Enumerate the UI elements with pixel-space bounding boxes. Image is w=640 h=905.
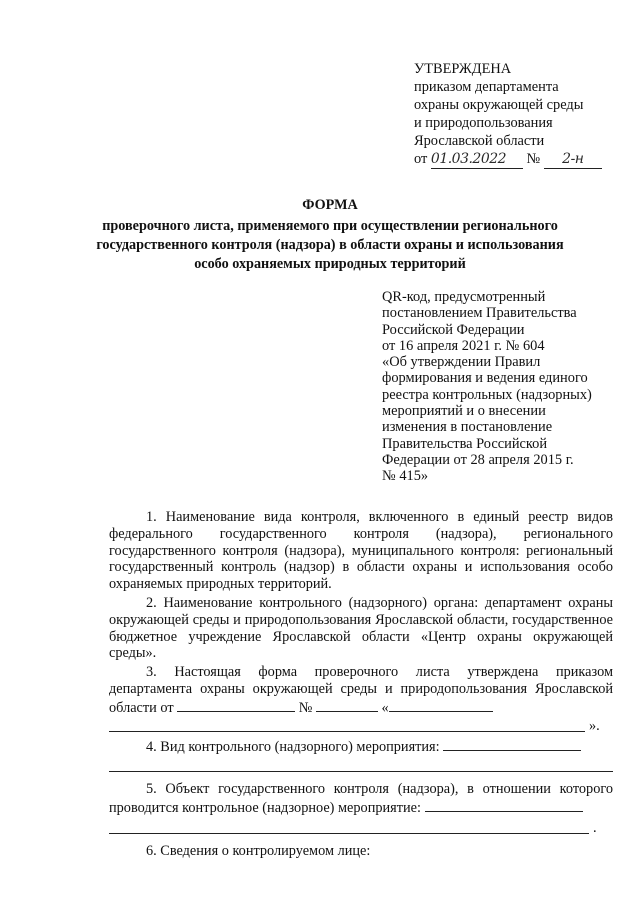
qr-note-line: формирования и ведения единого [382,370,588,387]
order-title-field-continued[interactable] [109,718,585,732]
approval-line: охраны окружающей среды [414,97,584,113]
form-heading: ФОРМА [302,197,358,213]
form-title-line: особо охраняемых природных территорий [194,256,466,272]
order-title-continuation [109,717,613,737]
approval-date: 01.03.2022 [431,150,523,169]
event-type-field[interactable] [443,737,581,751]
control-object-field-continued[interactable] [109,820,589,834]
approval-number: 2-н [544,150,602,169]
qr-note-line: реестра контрольных (надзорных) [382,386,592,403]
qr-note-line: Российской Федерации [382,321,525,338]
approval-date-line [414,150,629,169]
form-title-line: проверочного листа, применяемого при осуществлении регионального [102,218,558,234]
approval-line: и природопользования [414,115,553,131]
control-object-field[interactable] [425,798,583,812]
form-title-line: государственного контроля (надзора) в области охраны и использования [96,237,564,253]
form-items [109,509,613,862]
event-type-field-continued[interactable] [109,758,613,772]
approval-order-text: 3. Настоящая форма проверочного листа утверждена приказом департамента охраны окружающей среды и природопользования Ярославской области от [109,664,613,716]
form-title [60,196,600,274]
approval-line: Ярославской области [414,133,545,149]
qr-note-line: от 16 апреля 2021 г. № 604 [382,337,545,354]
item-event-type [109,737,613,756]
qr-note-line: QR-код, предусмотренный [382,289,546,305]
number-sign: № [526,151,541,167]
qr-note-line: № 415» [382,468,429,485]
item-control-body: 2. Наименование контрольного (надзорного) органа: департамент охраны окружающей среды и природопользования Ярославской области, государственное бюджетное учреждение Ярославской области «Центр охраны окружающей среды». [109,594,613,662]
order-date-field[interactable] [177,698,295,712]
control-object-label: 5. Объект государственного контроля (надзора), в отношении которого проводится контрольное (надзорное) мероприятие: [109,781,613,817]
order-title-field[interactable] [389,698,493,712]
event-type-label: 4. Вид контрольного (надзорного) мероприятия: [146,738,440,755]
item-control-object [109,781,613,817]
qr-note-line: мероприятий и о внесении [382,403,546,420]
qr-note-line: Правительства Российской [382,435,548,452]
approval-line: приказом департамента [414,79,559,95]
control-object-continuation [109,817,613,839]
date-prefix: от [414,151,428,167]
order-number-sign: № [298,699,313,716]
qr-note-line: Федерации от 28 апреля 2015 г. [382,451,574,468]
order-title-quote: « [381,699,389,716]
approval-line: УТВЕРЖДЕНА [414,61,512,77]
control-object-end: . [593,819,597,836]
order-title-end: ». [589,717,600,734]
approval-block [414,60,629,169]
item-controlled-person: 6. Сведения о контролируемом лице: [146,842,371,859]
event-type-continuation [109,755,613,777]
qr-code-note [382,289,612,485]
item-approval-order [109,664,613,716]
item-control-type: 1. Наименование вида контроля, включенного в единый реестр видов федерального государственного контроля (надзора), регионального государственного контроля (надзора), муниципального контроля: региональный государственный контроль (надзор) в области охраны и использования особо охраняемых природных территорий. [109,509,613,593]
qr-note-line: постановлением Правительства [382,305,577,322]
qr-note-line: изменения в постановление [382,419,553,436]
order-number-field[interactable] [316,698,378,712]
qr-note-line: «Об утверждении Правил [382,354,541,371]
